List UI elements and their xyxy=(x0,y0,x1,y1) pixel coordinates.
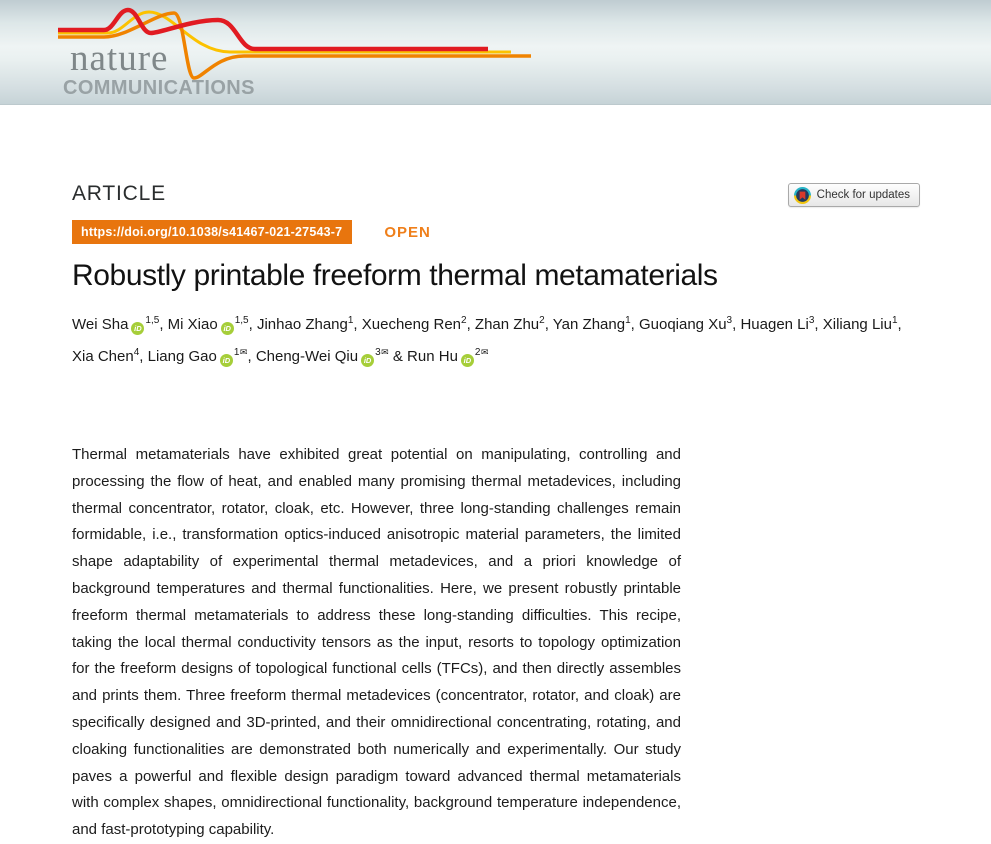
doi-row xyxy=(72,220,920,244)
author-name[interactable]: Huagen Li$^3$ xyxy=(740,315,815,333)
journal-subname: COMMUNICATIONS xyxy=(63,77,255,99)
orcid-icon[interactable]: iD xyxy=(131,322,144,335)
author-name[interactable]: Liang Gao $iD^{1✉}$ xyxy=(147,347,248,365)
author-name[interactable]: Run Hu $iD^{2✉}$ xyxy=(407,347,489,365)
email-icon[interactable]: ✉ xyxy=(480,348,489,358)
article-type-label: ARTICLE xyxy=(72,182,166,205)
author-name[interactable]: Jinhao Zhang$^1$ xyxy=(256,315,354,333)
orcid-icon[interactable]: iD xyxy=(361,354,374,367)
journal-name: nature xyxy=(70,38,169,79)
author-list: Wei Sha iD$^{1,5}$, Mi Xiao iD$^{1,5}$, Jinhao Zhang$^1$, Xuecheng Ren$^2$, Zhan Zhu$^2$, Yan Zhang$^1$, Guoqiang Xu$^3$, Huagen Li$^3$, Xiliang Liu$^1$, Xia Chen$^4$, Liang Gao $iD^{1✉}$, Cheng-Wei Qiu $iD^{3✉}$ & Run Hu $iD^{2✉}$ xyxy=(72,315,902,365)
orcid-icon[interactable]: iD xyxy=(220,354,233,367)
article-content xyxy=(72,183,920,844)
author-affiliation-superscript: 4 xyxy=(133,347,140,358)
author-name[interactable]: Mi Xiao iD$^{1,5}$ xyxy=(167,315,249,333)
author-affiliation-superscript: 1,5 xyxy=(234,315,249,326)
author-name[interactable]: Xia Chen$^4$ xyxy=(72,347,140,365)
author-name[interactable]: Cheng-Wei Qiu $iD^{3✉}$ xyxy=(255,347,389,365)
article-header-row xyxy=(72,183,920,207)
open-access-badge: OPEN xyxy=(384,223,431,241)
author-affiliation-superscript: 1 xyxy=(347,315,354,326)
author-affiliation-superscript: 1 xyxy=(625,315,631,326)
check-for-updates-label: Check for updates xyxy=(816,189,910,201)
journal-logo xyxy=(63,38,255,99)
author-affiliation-superscript: 2 xyxy=(539,315,545,326)
author-name[interactable]: Wei Sha iD$^{1,5}$ xyxy=(72,315,160,333)
author-name[interactable]: Zhan Zhu$^2$ xyxy=(474,315,545,333)
abstract-text: Thermal metamaterials have exhibited great potential on manipulating, controlling and processing the flow of heat, and enabled many promising thermal metadevices, including thermal concentrator, rotator, cloak, etc. However, three long-standing challenges remain formidable, i.e., transformation optics-induced anisotropic material parameters, the limited shape adaptability of experimental thermal metadevices, and a priori knowledge of background temperatures and thermal functionalities. Here, we present robustly printable freeform thermal metamaterials to address these long-standing difficulties. This recipe, taking the local thermal conductivity tensors as the input, resorts to topology optimization for the freeform designs of topological functional cells (TFCs), and then directly assembles and prints them. Three freeform thermal metadevices (concentrator, rotator, and cloak) are specifically designed and 3D-printed, and their omnidirectional concentrating, rotating, and cloaking functionalities are demonstrated both numerically and experimentally. Our study paves a powerful and flexible design paradigm toward advanced thermal metamaterials with complex shapes, omnidirectional functionality, background temperature independence, and fast-prototyping capability. xyxy=(72,446,681,839)
check-for-updates-button[interactable] xyxy=(788,183,920,207)
author-name[interactable]: Yan Zhang$^1$ xyxy=(552,315,631,333)
author-affiliation-superscript: 3✉ xyxy=(375,347,389,358)
doi-link[interactable]: https://doi.org/10.1038/s41467-021-27543-7 xyxy=(72,220,352,244)
article-title: Robustly printable freeform thermal metamaterials xyxy=(72,259,718,292)
orcid-icon[interactable]: iD xyxy=(221,322,234,335)
author-name[interactable]: Guoqiang Xu$^3$ xyxy=(638,315,733,333)
crossmark-icon xyxy=(794,187,811,204)
author-affiliation-superscript: 1✉ xyxy=(233,347,248,358)
author-affiliation-superscript: 3 xyxy=(808,315,815,326)
author-affiliation-superscript: 2✉ xyxy=(474,347,489,358)
author-affiliation-superscript: 1,5 xyxy=(145,315,160,326)
author-affiliation-superscript: 2 xyxy=(461,315,467,326)
author-name[interactable]: Xiliang Liu$^1$ xyxy=(822,315,898,333)
email-icon[interactable]: ✉ xyxy=(239,348,248,358)
author-affiliation-superscript: 1 xyxy=(891,315,898,326)
email-icon[interactable]: ✉ xyxy=(381,348,389,358)
author-affiliation-superscript: 3 xyxy=(726,315,733,326)
author-name[interactable]: Xuecheng Ren$^2$ xyxy=(361,315,467,333)
orcid-icon[interactable]: iD xyxy=(461,354,474,367)
journal-masthead xyxy=(0,0,991,105)
